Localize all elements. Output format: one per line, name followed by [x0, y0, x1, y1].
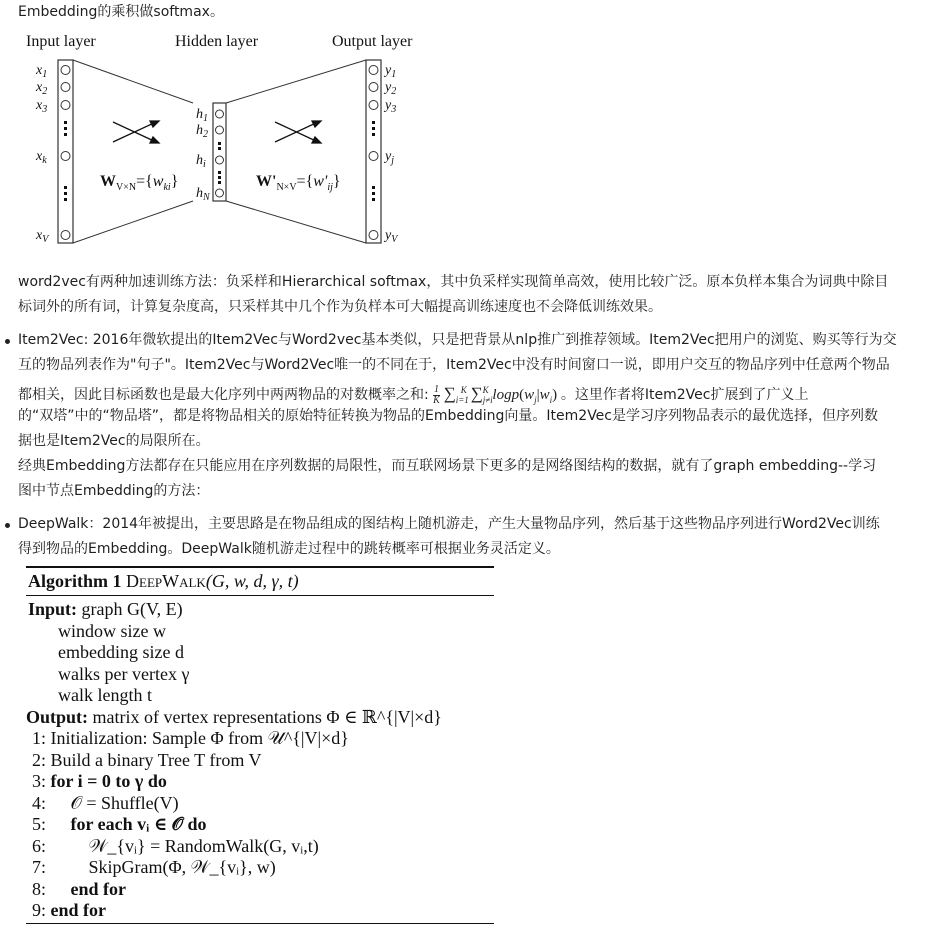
- bullet-deepwalk: [5, 523, 10, 528]
- step-text: Initialization: Sample Φ from 𝒰^{|V|×d}: [50, 728, 349, 748]
- step-num: 6:: [32, 836, 47, 856]
- svg-text:hi: $h_i$: [196, 153, 206, 170]
- alg-step-3: [32, 770, 167, 792]
- alg-step-5: [32, 813, 207, 835]
- alg-input: [28, 598, 183, 620]
- svg-text:xk: $x_k$: [36, 149, 47, 166]
- step-num: 5:: [32, 814, 47, 834]
- alg-param-embedding: embedding size d: [58, 642, 184, 662]
- item2vec-line-3-text: 都相关，因此目标函数也是最大化序列中两两物品的对数概率之和:: [18, 387, 429, 403]
- step-text: 𝒲_{vᵢ} = RandomWalk(G, vᵢ,t): [88, 836, 319, 856]
- item2vec-line-4: 的“双塔”中的“物品塔”，都是将物品相关的原始特征转换为物品的Embedding向量。Item2Vec是学习序列物品表示的最优选择，但序列数: [18, 408, 878, 424]
- input-layer-label: Input layer: [26, 33, 96, 50]
- input-node-labels: [35, 63, 50, 245]
- alg-output-text: matrix of vertex representations Φ ∈ ℝ^{|V|×d}: [92, 707, 442, 727]
- alg-header-label: Algorithm 1: [28, 571, 122, 591]
- alg-step-7: [32, 856, 276, 878]
- svg-text:hN: $h_N$: [196, 186, 210, 203]
- item2vec-line-7: 图中节点Embedding的方法：: [18, 483, 210, 499]
- step-num: 8:: [32, 879, 47, 899]
- step-num: 4:: [32, 793, 47, 813]
- output-node-labels: [383, 63, 399, 245]
- alg-header-args: (G, w, d, γ, t): [205, 571, 299, 591]
- alg-param-walks: walks per vertex γ: [58, 664, 190, 684]
- alg-header: [28, 570, 299, 592]
- alg-input-text: graph G(V, E): [81, 599, 183, 619]
- step-num: 9:: [32, 900, 47, 920]
- alg-step-8: [32, 878, 126, 900]
- step-num: 1:: [32, 728, 47, 748]
- alg-param-length: walk length t: [58, 685, 152, 705]
- alg-step-6: [32, 835, 319, 857]
- alg-step-4: [32, 792, 179, 814]
- hidden-node-labels: [196, 107, 211, 203]
- hidden-layer-label: Hidden layer: [175, 33, 259, 50]
- step-num: 7:: [32, 857, 47, 877]
- bullet-item2vec: [5, 339, 10, 344]
- para-word2vec-line-2: 标词外的所有词，计算复杂度高，只采样其中几个作为负样本可大幅提高训练速度也不会降低训练效果。: [18, 299, 662, 315]
- deepwalk-line-2: 得到物品的Embedding。DeepWalk随机游走过程中的跳转概率可根据业务灵活定义。: [18, 541, 560, 557]
- item2vec-line-6: 经典Embedding方法都存在只能应用在序列数据的局限性，而互联网场景下更多的是网络图结构的数据，就有了graph embedding--学习: [18, 458, 877, 474]
- step-num: 3:: [32, 771, 47, 791]
- svg-text:xV: $x_V$: [36, 228, 49, 245]
- para-word2vec-line-1: word2vec有两种加速训练方法：负采样和Hierarchical softmax，其中负采样实现简单高效，使用比较广泛。原本负样本集合为词典中除目: [18, 274, 889, 290]
- alg-output-label: Output:: [26, 707, 89, 727]
- step-text: end for: [70, 879, 127, 899]
- step-num: 2:: [32, 750, 47, 770]
- item2vec-line-1: Item2Vec: 2016年微软提出的Item2Vec与Word2vec基本类似，只是把背景从nlp推广到推荐领域。Item2Vec把用户的浏览、购买等行为交: [18, 332, 897, 348]
- item2vec-line-3-tail: 。这里作者将Item2Vec扩展到了广义上: [560, 387, 809, 403]
- output-layer-label: Output layer: [332, 33, 413, 50]
- svg-text:yj: $y_j$: [385, 149, 394, 166]
- alg-bottom-rule: [26, 923, 494, 924]
- intro-line: Embedding的乘积做softmax。: [18, 4, 224, 20]
- svg-text:y1: $y_1$: [385, 63, 397, 80]
- alg-param-window: window size w: [58, 621, 166, 641]
- step-text: for each vᵢ ∈ 𝒪 do: [70, 814, 207, 834]
- step-text: for i = 0 to γ do: [50, 771, 167, 791]
- weight-in-label: $W_{V\times N}=\{w_{ki}\}$: [100, 173, 179, 193]
- svg-text:x3: $x_3$: [36, 98, 48, 115]
- step-text: Build a binary Tree T from V: [50, 750, 262, 770]
- item2vec-formula: $\frac{1}{K}$ $\sum_{i=1}^K$ $\sum_{j\ne i}^K$ $\log p(w_j|w_i)$: [433, 384, 561, 407]
- alg-input-label: Input:: [28, 599, 78, 619]
- svg-text:yV: $y_V$: [385, 228, 398, 245]
- svg-text:h2: $h_2$: [196, 123, 208, 140]
- step-text: SkipGram(Φ, 𝒲_{vᵢ}, w): [88, 857, 276, 877]
- svg-text:y3: $y_3$: [385, 98, 397, 115]
- svg-text:x2: $x_2$: [36, 80, 48, 97]
- alg-top-rule: [26, 566, 494, 568]
- alg-output: [26, 706, 442, 728]
- alg-step-1: [32, 727, 349, 749]
- step-text: end for: [50, 900, 107, 920]
- deepwalk-line-1: DeepWalk：2014年被提出，主要思路是在物品组成的图结构上随机游走，产生大量物品序列，然后基于这些物品序列进行Word2Vec训练: [18, 516, 880, 532]
- item2vec-line-2: 互的物品列表作为"句子"。Item2Vec与Word2Vec唯一的不同在于，Item2Vec中没有时间窗口一说，即用户交互的物品序列中任意两个物品: [18, 357, 890, 373]
- word2vec-diagram: [18, 28, 438, 253]
- svg-text:h1: $h_1$: [196, 107, 208, 124]
- item2vec-line-5: 据也是Item2Vec的局限所在。: [18, 433, 210, 449]
- svg-text:y2: $y_2$: [385, 80, 397, 97]
- alg-header-name: DeepWalk: [126, 571, 206, 591]
- alg-step-9: [32, 899, 106, 921]
- weight-out-label: $W'_{N\times V}=\{w'_{ij}\}$: [256, 173, 341, 193]
- alg-header-rule: [26, 595, 494, 596]
- svg-text:x1: $x_1$: [36, 63, 48, 80]
- alg-step-2: [32, 749, 262, 771]
- step-text: 𝒪 = Shuffle(V): [70, 793, 179, 813]
